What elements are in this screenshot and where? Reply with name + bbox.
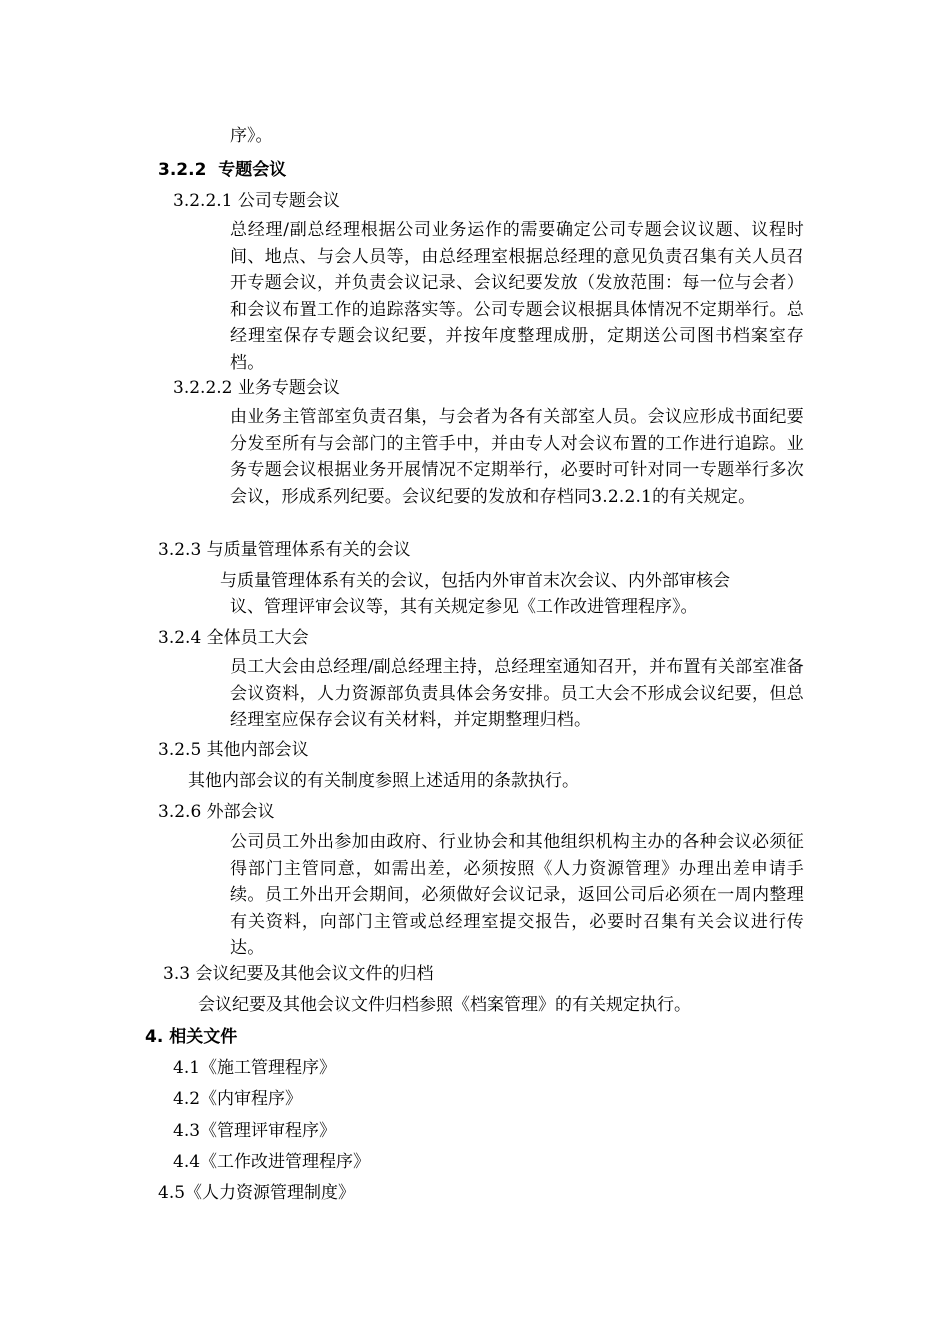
section-3-2-3-heading: 3.2.3 与质量管理体系有关的会议 <box>158 540 411 560</box>
related-doc-item: 4.1《施工管理程序》 <box>173 1058 337 1078</box>
related-doc-item: 4.3《管理评审程序》 <box>173 1121 337 1141</box>
related-doc-item: 4.4《工作改进管理程序》 <box>173 1152 371 1172</box>
continued-line: 序》。 <box>230 126 273 146</box>
section-3-2-5-heading: 3.2.5 其他内部会议 <box>158 740 309 760</box>
section-3-2-3-line2: 议、管理评审会议等，其有关规定参见《工作改进管理程序》。 <box>230 597 698 617</box>
section-3-2-2-number: 3.2.2 <box>158 160 207 180</box>
related-doc-item: 4.2《内审程序》 <box>173 1089 303 1109</box>
section-3-2-2-1-body: 总经理/副总经理根据公司业务运作的需要确定公司专题会议议题、议程时间、地点、与会人员等，由总经理室根据总经理的意见负责召集有关人员召开专题会议，并负责会议记录、会议纪要发放（发放范围：每一位与会者）和会议布置工作的追踪落实等。公司专题会议根据具体情况不定期举行。总经理室保存专题会议纪要，并按年度整理成册，定期送公司图书档案室存档。 <box>230 220 804 373</box>
section-3-2-3-line1: 与质量管理体系有关的会议，包括内外审首末次会议、内外部审核会 <box>220 571 730 591</box>
section-3-2-4-heading: 3.2.4 全体员工大会 <box>158 628 309 648</box>
section-3-2-2-1-heading: 3.2.2.1 公司专题会议 <box>173 191 340 211</box>
section-3-2-6-body: 公司员工外出参加由政府、行业协会和其他组织机构主办的各种会议必须征得部门主管同意，如需出差，必须按照《人力资源管理》办理出差申请手续。员工外出开会期间，必须做好会议记录，返回公司后必须在一周内整理有关资料，向部门主管或总经理室提交报告，必要时召集有关会议进行传达。 <box>230 832 804 958</box>
section-3-2-6-heading: 3.2.6 外部会议 <box>158 802 275 822</box>
section-3-2-2-title: 专题会议 <box>218 160 287 180</box>
section-3-2-2-2-body: 由业务主管部室负责召集，与会者为各有关部室人员。会议应形成书面纪要分发至所有与会部门的主管手中，并由专人对会议布置的工作进行追踪。业务专题会议根据业务开展情况不定期举行，必要时可针对同一专题举行多次会议，形成系列纪要。会议纪要的发放和存档同3.2.2.1的有关规定。 <box>230 407 804 507</box>
section-3-2-2-heading <box>158 157 286 183</box>
section-3-2-5-body: 其他内部会议的有关制度参照上述适用的条款执行。 <box>188 771 579 791</box>
section-3-3-heading: 3.3 会议纪要及其他会议文件的归档 <box>163 964 434 984</box>
section-3-2-4-body: 员工大会由总经理/副总经理主持，总经理室通知召开，并布置有关部室准备会议资料，人力资源部负责具体会务安排。员工大会不形成会议纪要，但总经理室应保存会议有关材料，并定期整理归档。 <box>230 657 804 730</box>
section-3-3-body: 会议纪要及其他会议文件归档参照《档案管理》的有关规定执行。 <box>198 995 691 1015</box>
related-doc-item: 4.5《人力资源管理制度》 <box>158 1183 356 1203</box>
section-4-heading: 4. 相关文件 <box>145 1027 238 1047</box>
section-3-2-2-2-heading: 3.2.2.2 业务专题会议 <box>173 378 340 398</box>
